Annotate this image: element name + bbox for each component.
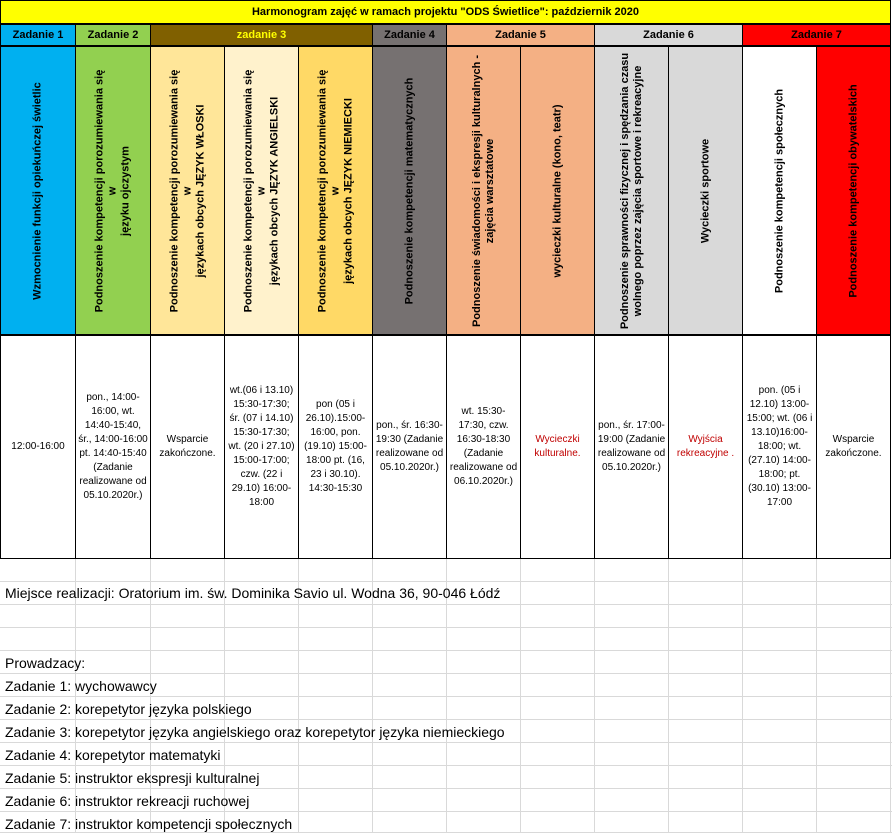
leader-item[interactable]: Zadanie 6: instruktor rekreacji ruchowej (5, 793, 250, 809)
task-label: Wycieczki sportowe (699, 138, 711, 243)
task-cell-4[interactable] (372, 46, 447, 335)
task-label: Podnoszenie kompetencji matematycznych (403, 77, 415, 304)
schedule-cell-4[interactable] (372, 335, 447, 559)
task-cell-7-obywatelskie[interactable] (816, 46, 891, 335)
task-cell-5-wycieczki[interactable] (520, 46, 595, 335)
task-label: Wzmocnienie funkcji opiekuńczej świetlic (31, 81, 44, 300)
task-label: Podnoszenie kompetencji obywatelskich (847, 83, 859, 298)
header-zadanie-6[interactable]: Zadanie 6 (594, 24, 743, 46)
place-of-realization[interactable]: Miejsce realizacji: Oratorium im. św. Dominika Savio ul. Wodna 36, 90-046 Łódź (5, 585, 501, 601)
schedule-cell-6-sport[interactable] (594, 335, 669, 559)
task-cell-5-warsztaty[interactable] (446, 46, 521, 335)
task-label: Podnoszenie kompetencji porozumiewania się w języku ojczystym (93, 69, 132, 312)
header-zadanie-5[interactable]: Zadanie 5 (446, 24, 595, 46)
leader-item[interactable]: Zadanie 1: wychowawcy (5, 678, 157, 694)
schedule-text: pon. (05 i 12.10) 13:00-15:00; wt. (06 i 13.10)16:00-18:00; wt. (27.10) 14:00-18:00; pt. (30.10) 13:00-17:00 (746, 385, 813, 508)
schedule-text: pon (05 i 26.10).15:00-16:00, pon. (19.10) 15:00-18:00 pt. (16, 23 i 30.10). 14:30-15:30 (304, 399, 367, 494)
schedule-cell-5-warsztaty[interactable] (446, 335, 521, 559)
schedule-cell-5-wycieczki[interactable] (520, 335, 595, 559)
leader-item[interactable]: Zadanie 2: korepetytor języka polskiego (5, 701, 252, 717)
task-cell-2[interactable] (75, 46, 151, 335)
task-cell-1[interactable] (0, 46, 76, 335)
header-zadanie-2[interactable]: Zadanie 2 (75, 24, 151, 46)
schedule-text: wt.(06 i 13.10) 15:30-17:30; śr. (07 i 14.10) 15:30-17:30; wt. (20 i 27.10) 15:00-17:00; czw. (22 i 29.10) 16:00-18:00 (228, 385, 295, 508)
grid-col-line (816, 559, 817, 833)
header-zadanie-7[interactable]: Zadanie 7 (742, 24, 891, 46)
header-zadanie-4[interactable]: Zadanie 4 (372, 24, 447, 46)
schedule-cell-7-obywatelskie[interactable] (816, 335, 891, 559)
task-cell-3-niemiecki[interactable] (298, 46, 373, 335)
schedule-cell-6-wycieczki[interactable] (668, 335, 743, 559)
schedule-text: Wsparcie zakończone. (825, 434, 882, 459)
task-label: Podnoszenie sprawności fizycznej i spędzania czasu wolnego poprzez zajęcia sportowe i rekreacyjne (618, 52, 644, 329)
schedule-cell-1[interactable] (0, 335, 76, 559)
task-label: Podnoszenie kompetencji porozumiewania się w językach obcych JĘZYK WŁOSKI (168, 69, 206, 312)
schedule-text: Wsparcie zakończone. (159, 434, 216, 459)
schedule-cell-3-angielski[interactable] (224, 335, 299, 559)
grid-col-line (520, 559, 521, 833)
task-cell-3-wloski[interactable] (150, 46, 225, 335)
header-zadanie-3[interactable]: zadanie 3 (150, 24, 373, 46)
leader-item[interactable]: Zadanie 4: korepetytor matematyki (5, 747, 221, 763)
schedule-text: Wycieczki kulturalne. (534, 434, 581, 459)
schedule-text: pon., 14:00-16:00, wt. 14:40-15:40, śr., 14:00-16:00 pt. 14:40-15:40 (Zadanie realizowane od 05.10.2020r.) (78, 392, 148, 501)
task-label: Podnoszenie świadomości i ekspresji kulturalnych - zajęcia warsztatowe (470, 54, 496, 327)
task-label: Podnoszenie kompetencji społecznych (773, 88, 785, 293)
task-cell-3-angielski[interactable] (224, 46, 299, 335)
schedule-text: pon., śr. 16:30-19:30 (Zadanie realizowane od 05.10.2020r.) (375, 420, 444, 473)
task-cell-7-spoleczne[interactable] (742, 46, 817, 335)
schedule-cell-7-spoleczne[interactable] (742, 335, 817, 559)
task-label: Podnoszenie kompetencji porozumiewania się w językach obcych JĘZYK NIEMIECKI (316, 69, 354, 312)
leaders-title[interactable]: Prowadzacy: (5, 655, 86, 671)
schedule-title[interactable]: Harmonogram zajęć w ramach projektu "ODS Świetlice": październik 2020 (0, 0, 891, 24)
grid-col-line (594, 559, 595, 833)
task-label: wycieczki kulturalne (kono, teatr) (551, 104, 563, 277)
leader-item[interactable]: Zadanie 5: instruktor ekspresji kulturalnej (5, 770, 260, 786)
task-label: Podnoszenie kompetencji porozumiewania się w językach obcych JĘZYK ANGIELSKI (242, 69, 280, 312)
schedule-text: wt. 15:30-17:30, czw. 16:30-18:30 (Zadanie realizowane od 06.10.2020r.) (449, 406, 518, 487)
grid-col-line (890, 559, 891, 833)
grid-col-line (668, 559, 669, 833)
schedule-text: Wyjścia rekreacyjne . (676, 434, 735, 459)
grid-col-line (742, 559, 743, 833)
schedule-cell-2[interactable] (75, 335, 151, 559)
task-cell-6-wycieczki[interactable] (668, 46, 743, 335)
schedule-cell-3-niemiecki[interactable] (298, 335, 373, 559)
schedule-text: pon., śr. 17:00-19:00 (Zadanie realizowane od 05.10.2020r.) (597, 420, 666, 473)
header-zadanie-1[interactable]: Zadanie 1 (0, 24, 76, 46)
leader-item[interactable]: Zadanie 3: korepetytor języka angielskiego oraz korepetytor języka niemieckiego (5, 724, 505, 740)
schedule-text: 12:00-16:00 (11, 441, 65, 452)
task-cell-6-sport[interactable] (594, 46, 669, 335)
leader-item[interactable]: Zadanie 7: instruktor kompetencji społecznych (5, 816, 293, 832)
schedule-cell-3-wloski[interactable] (150, 335, 225, 559)
